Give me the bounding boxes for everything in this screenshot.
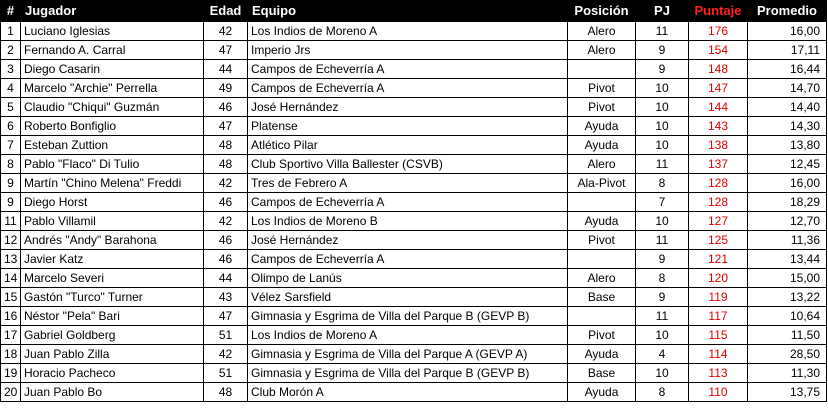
cell-posicion: Ayuda (568, 117, 636, 136)
cell-edad: 46 (204, 193, 248, 212)
cell-posicion: Alero (568, 41, 636, 60)
cell-edad: 47 (204, 117, 248, 136)
cell-puntaje: 138 (689, 136, 748, 155)
cell-posicion: Ala-Pivot (568, 174, 636, 193)
col-header-edad: Edad (204, 1, 248, 22)
cell-equipo: José Hernández (248, 98, 568, 117)
cell-equipo: Gimnasia y Esgrima de Villa del Parque B (GEVP B) (248, 307, 568, 326)
cell-jugador: Gabriel Goldberg (21, 326, 204, 345)
table-row (1, 79, 827, 98)
cell-equipo: Campos de Echeverría A (248, 250, 568, 269)
cell-pj: 9 (636, 250, 689, 269)
cell-puntaje: 117 (689, 307, 748, 326)
cell-puntaje: 176 (689, 22, 748, 41)
cell-num: 1 (1, 22, 21, 41)
cell-puntaje: 120 (689, 269, 748, 288)
cell-jugador: Roberto Bonfiglio (21, 117, 204, 136)
cell-num: 17 (1, 326, 21, 345)
cell-puntaje: 114 (689, 345, 748, 364)
cell-promedio: 10,64 (748, 307, 827, 326)
cell-edad: 46 (204, 231, 248, 250)
table-row (1, 288, 827, 307)
col-header-puntaje: Puntaje (689, 1, 748, 22)
cell-puntaje: 127 (689, 212, 748, 231)
table-row (1, 326, 827, 345)
table-row (1, 345, 827, 364)
cell-pj: 8 (636, 269, 689, 288)
cell-jugador: Claudio "Chiqui" Guzmán (21, 98, 204, 117)
cell-jugador: Pablo "Flaco" Di Tulio (21, 155, 204, 174)
cell-puntaje: 110 (689, 383, 748, 402)
table-row (1, 60, 827, 79)
cell-posicion: Ayuda (568, 383, 636, 402)
cell-num: 4 (1, 79, 21, 98)
cell-posicion: Pivot (568, 231, 636, 250)
cell-jugador: Horacio Pacheco (21, 364, 204, 383)
cell-edad: 48 (204, 155, 248, 174)
cell-edad: 48 (204, 383, 248, 402)
cell-edad: 51 (204, 364, 248, 383)
cell-num: 15 (1, 288, 21, 307)
cell-edad: 42 (204, 212, 248, 231)
cell-equipo: Club Sportivo Villa Ballester (CSVB) (248, 155, 568, 174)
cell-equipo: Club Morón A (248, 383, 568, 402)
cell-edad: 46 (204, 98, 248, 117)
cell-promedio: 11,50 (748, 326, 827, 345)
table-row (1, 250, 827, 269)
cell-jugador: Esteban Zuttion (21, 136, 204, 155)
cell-promedio: 12,70 (748, 212, 827, 231)
cell-num: 6 (1, 117, 21, 136)
cell-equipo: Campos de Echeverría A (248, 193, 568, 212)
cell-puntaje: 143 (689, 117, 748, 136)
cell-puntaje: 113 (689, 364, 748, 383)
cell-edad: 43 (204, 288, 248, 307)
cell-jugador: Andrés "Andy" Barahona (21, 231, 204, 250)
cell-num: 12 (1, 231, 21, 250)
cell-promedio: 12,45 (748, 155, 827, 174)
cell-promedio: 14,40 (748, 98, 827, 117)
cell-pj: 10 (636, 212, 689, 231)
cell-equipo: Imperio Jrs (248, 41, 568, 60)
table-row (1, 212, 827, 231)
cell-jugador: Gastón "Turco" Turner (21, 288, 204, 307)
cell-equipo: José Hernández (248, 231, 568, 250)
cell-pj: 10 (636, 364, 689, 383)
cell-promedio: 13,22 (748, 288, 827, 307)
cell-pj: 10 (636, 326, 689, 345)
cell-pj: 9 (636, 41, 689, 60)
cell-edad: 47 (204, 307, 248, 326)
cell-jugador: Diego Horst (21, 193, 204, 212)
cell-edad: 44 (204, 269, 248, 288)
col-header-promedio: Promedio (748, 1, 827, 22)
cell-equipo: Gimnasia y Esgrima de Villa del Parque B (GEVP B) (248, 364, 568, 383)
cell-equipo: Los Indios de Moreno B (248, 212, 568, 231)
table-row (1, 269, 827, 288)
cell-posicion: Pivot (568, 98, 636, 117)
cell-promedio: 17,11 (748, 41, 827, 60)
cell-num: 18 (1, 345, 21, 364)
cell-puntaje: 121 (689, 250, 748, 269)
table-row (1, 231, 827, 250)
cell-puntaje: 128 (689, 193, 748, 212)
table-row (1, 117, 827, 136)
cell-jugador: Néstor "Pela" Bari (21, 307, 204, 326)
cell-pj: 8 (636, 174, 689, 193)
cell-num: 3 (1, 60, 21, 79)
cell-num: 16 (1, 307, 21, 326)
cell-edad: 46 (204, 250, 248, 269)
table-row (1, 136, 827, 155)
cell-num: 5 (1, 98, 21, 117)
cell-num: 8 (1, 155, 21, 174)
cell-pj: 10 (636, 117, 689, 136)
cell-posicion: Alero (568, 155, 636, 174)
cell-jugador: Pablo Villamil (21, 212, 204, 231)
cell-puntaje: 125 (689, 231, 748, 250)
cell-pj: 4 (636, 345, 689, 364)
cell-edad: 49 (204, 79, 248, 98)
cell-edad: 51 (204, 326, 248, 345)
cell-posicion: Alero (568, 22, 636, 41)
cell-num: 19 (1, 364, 21, 383)
cell-num: 2 (1, 41, 21, 60)
cell-posicion: Alero (568, 269, 636, 288)
cell-edad: 42 (204, 174, 248, 193)
cell-num: 9 (1, 174, 21, 193)
cell-edad: 48 (204, 136, 248, 155)
cell-edad: 44 (204, 60, 248, 79)
table-row (1, 155, 827, 174)
header-row (1, 1, 827, 22)
cell-jugador: Javier Katz (21, 250, 204, 269)
cell-num: 14 (1, 269, 21, 288)
cell-equipo: Platense (248, 117, 568, 136)
cell-pj: 7 (636, 193, 689, 212)
cell-jugador: Diego Casarin (21, 60, 204, 79)
cell-posicion: Ayuda (568, 345, 636, 364)
cell-puntaje: 144 (689, 98, 748, 117)
table-row (1, 22, 827, 41)
cell-posicion: Pivot (568, 79, 636, 98)
col-header-equipo: Equipo (248, 1, 568, 22)
table-row (1, 364, 827, 383)
cell-jugador: Juan Pablo Bo (21, 383, 204, 402)
col-header-pj: PJ (636, 1, 689, 22)
cell-posicion (568, 60, 636, 79)
cell-promedio: 11,30 (748, 364, 827, 383)
cell-jugador: Martín "Chino Melena" Freddi (21, 174, 204, 193)
cell-promedio: 16,00 (748, 22, 827, 41)
cell-pj: 10 (636, 79, 689, 98)
cell-pj: 9 (636, 60, 689, 79)
cell-puntaje: 115 (689, 326, 748, 345)
cell-puntaje: 137 (689, 155, 748, 174)
cell-equipo: Vélez Sarsfield (248, 288, 568, 307)
cell-pj: 8 (636, 383, 689, 402)
cell-num: 11 (1, 212, 21, 231)
cell-posicion (568, 307, 636, 326)
cell-promedio: 13,44 (748, 250, 827, 269)
cell-jugador: Luciano Iglesias (21, 22, 204, 41)
cell-equipo: Campos de Echeverría A (248, 79, 568, 98)
cell-equipo: Olimpo de Lanús (248, 269, 568, 288)
cell-posicion (568, 193, 636, 212)
cell-equipo: Atlético Pilar (248, 136, 568, 155)
cell-num: 13 (1, 250, 21, 269)
cell-promedio: 15,00 (748, 269, 827, 288)
cell-num: 7 (1, 136, 21, 155)
cell-posicion: Pivot (568, 326, 636, 345)
cell-promedio: 16,44 (748, 60, 827, 79)
cell-equipo: Gimnasia y Esgrima de Villa del Parque A (GEVP A) (248, 345, 568, 364)
cell-jugador: Fernando A. Carral (21, 41, 204, 60)
table-row (1, 174, 827, 193)
cell-promedio: 18,29 (748, 193, 827, 212)
cell-promedio: 11,36 (748, 231, 827, 250)
cell-puntaje: 128 (689, 174, 748, 193)
cell-posicion: Ayuda (568, 212, 636, 231)
cell-puntaje: 148 (689, 60, 748, 79)
table-row (1, 41, 827, 60)
cell-equipo: Tres de Febrero A (248, 174, 568, 193)
table-row (1, 383, 827, 402)
cell-posicion: Ayuda (568, 136, 636, 155)
cell-puntaje: 154 (689, 41, 748, 60)
cell-jugador: Juan Pablo Zilla (21, 345, 204, 364)
cell-equipo: Campos de Echeverría A (248, 60, 568, 79)
col-header-posicion: Posición (568, 1, 636, 22)
cell-promedio: 14,70 (748, 79, 827, 98)
table-row (1, 193, 827, 212)
table-row (1, 307, 827, 326)
cell-puntaje: 147 (689, 79, 748, 98)
cell-pj: 10 (636, 98, 689, 117)
cell-num: 9 (1, 193, 21, 212)
cell-pj: 10 (636, 136, 689, 155)
cell-edad: 42 (204, 345, 248, 364)
col-header-jugador: Jugador (21, 1, 204, 22)
cell-promedio: 28,50 (748, 345, 827, 364)
cell-posicion (568, 250, 636, 269)
cell-promedio: 16,00 (748, 174, 827, 193)
cell-jugador: Marcelo "Archie" Perrella (21, 79, 204, 98)
cell-num: 20 (1, 383, 21, 402)
cell-edad: 47 (204, 41, 248, 60)
cell-equipo: Los Indios de Moreno A (248, 326, 568, 345)
cell-posicion: Base (568, 288, 636, 307)
cell-promedio: 13,80 (748, 136, 827, 155)
col-header-num: # (1, 1, 21, 22)
cell-edad: 42 (204, 22, 248, 41)
cell-promedio: 14,30 (748, 117, 827, 136)
cell-puntaje: 119 (689, 288, 748, 307)
table-row (1, 98, 827, 117)
cell-pj: 11 (636, 22, 689, 41)
cell-pj: 9 (636, 288, 689, 307)
cell-posicion: Base (568, 364, 636, 383)
cell-jugador: Marcelo Severi (21, 269, 204, 288)
cell-promedio: 13,75 (748, 383, 827, 402)
cell-pj: 11 (636, 155, 689, 174)
cell-pj: 11 (636, 231, 689, 250)
cell-equipo: Los Indios de Moreno A (248, 22, 568, 41)
cell-pj: 11 (636, 307, 689, 326)
